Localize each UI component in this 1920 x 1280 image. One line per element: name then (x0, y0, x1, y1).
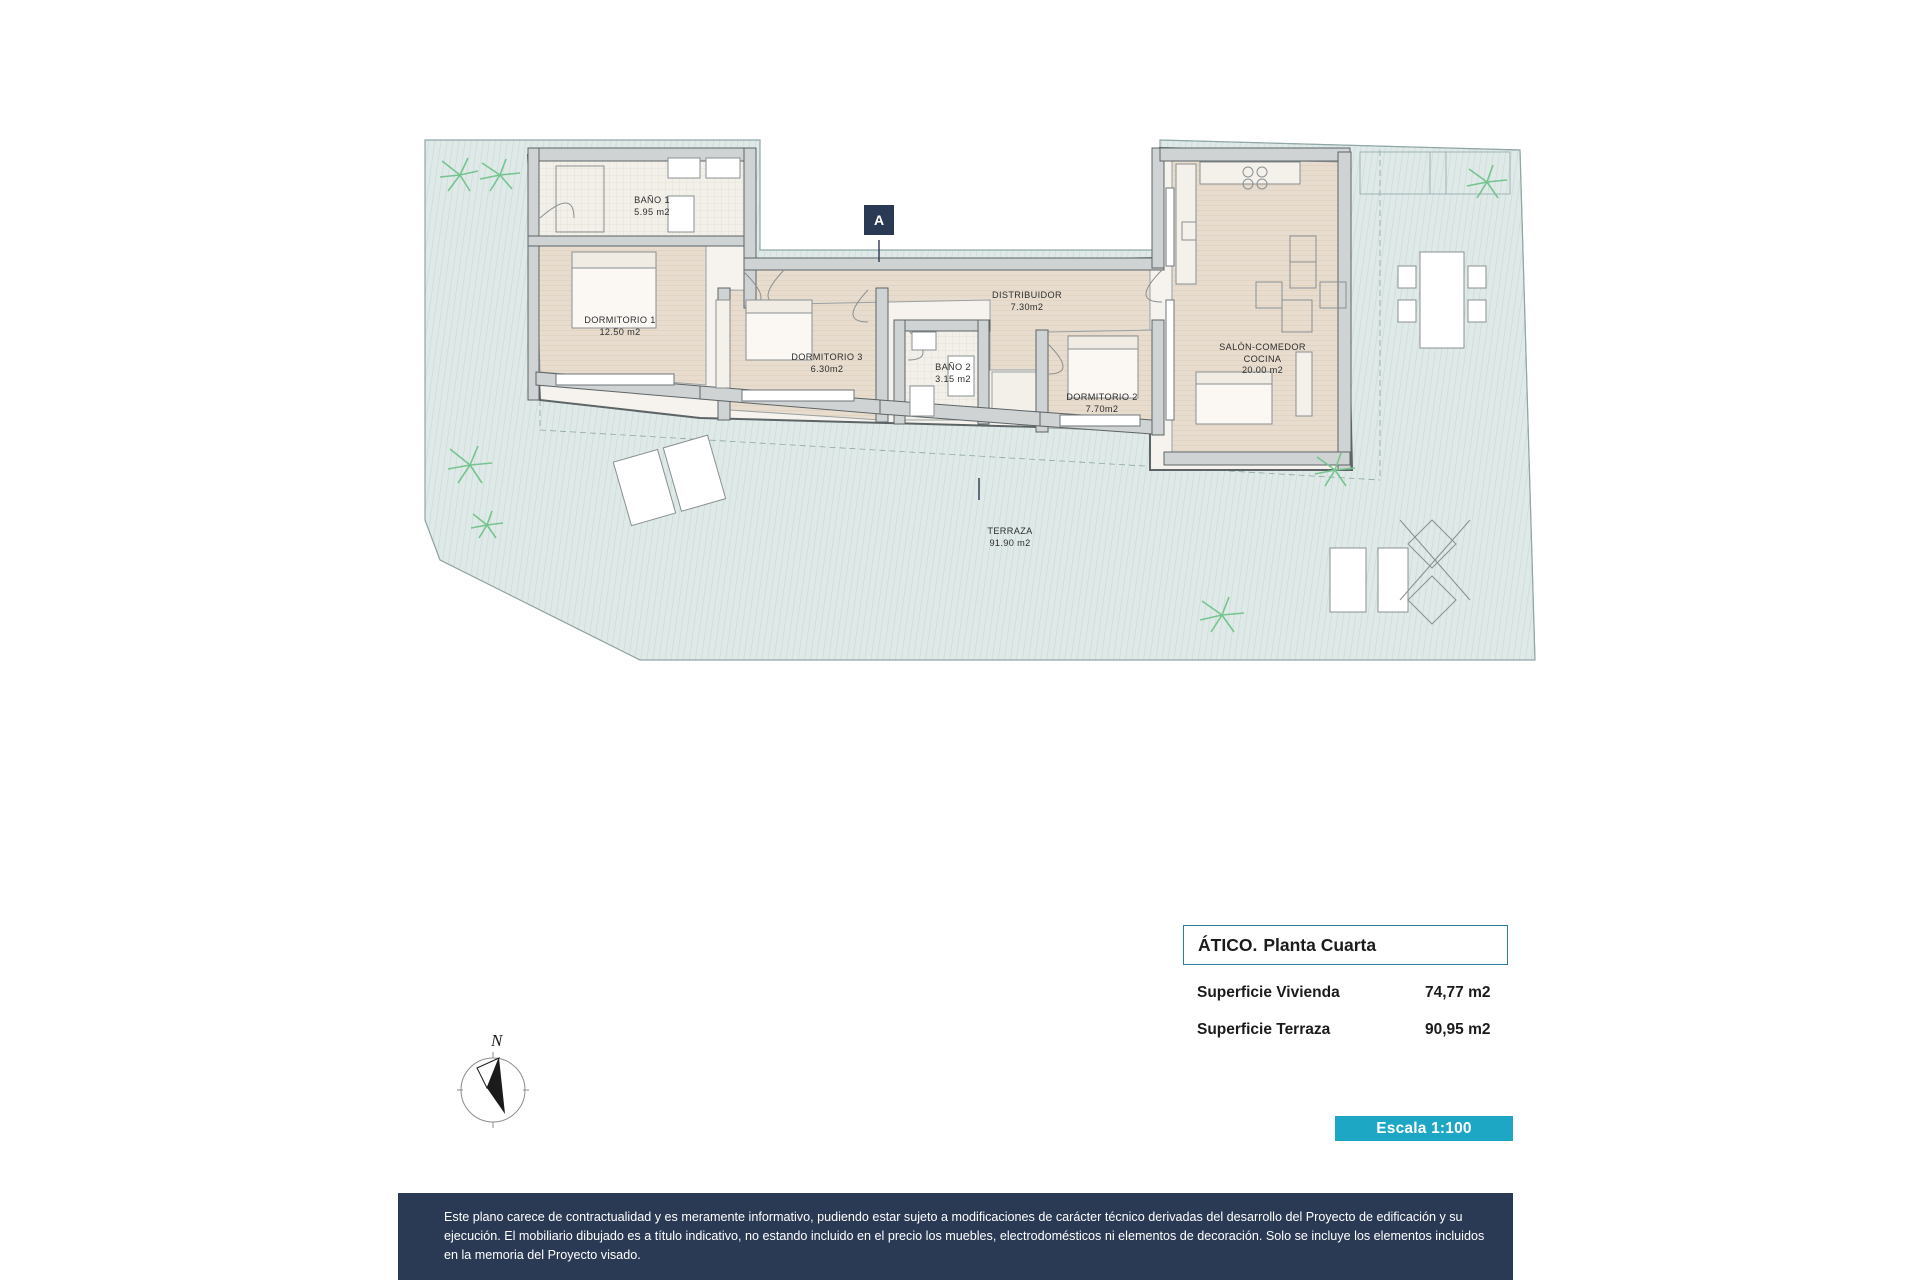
room-name-terraza: TERRAZA (987, 526, 1033, 536)
scale-label: Escala 1:100 (1376, 1119, 1472, 1137)
room-name-dormitorio1: DORMITORIO 1 (584, 315, 656, 325)
room-label-dormitorio2 (1042, 392, 1162, 415)
room-area-bano2: 3.15 m2 (935, 373, 971, 384)
disclaimer-text: Este plano carece de contractualidad y es meramente informativo, pudiendo estar sujeto a modificaciones de carácter técnico derivadas del desarrollo del Proyecto de edificación y su ejecución. El mobiliario dibujado es a título indicativo, no estando incluido en el precio los muebles, electrodomésticos ni elementos de decoración. Solo se incluye los elementos incluidos en la memoria del Proyecto visado. (444, 1210, 1485, 1262)
room-label-bano1 (602, 195, 702, 218)
room-area-bano1: 5.95 m2 (634, 206, 670, 217)
room-name-cocina: COCINA (1243, 353, 1282, 364)
north-compass-icon (447, 1028, 539, 1130)
room-area-distribuidor: 7.30m2 (1010, 301, 1044, 312)
room-area-terraza: 91.90 m2 (989, 537, 1031, 548)
legend-label-vivienda: Superficie Vivienda (1197, 984, 1340, 1001)
room-label-bano2 (903, 362, 1003, 385)
room-area-dormitorio3: 6.30m2 (810, 363, 844, 374)
room-name-bano1: BAÑO 1 (634, 195, 670, 205)
room-label-dormitorio1 (560, 315, 680, 338)
legend-value-vivienda: 74,77 m2 (1425, 984, 1491, 1001)
room-area-dormitorio2: 7.70m2 (1085, 403, 1119, 414)
room-label-salon-comedor-cocina (1195, 342, 1330, 377)
legend-block (1183, 925, 1513, 1039)
legend-row-vivienda (1183, 984, 1513, 1002)
room-name-bano2: BAÑO 2 (935, 362, 971, 372)
room-name-distribuidor: DISTRIBUIDOR (991, 290, 1063, 300)
legend-row-terraza (1183, 1021, 1513, 1039)
legend-title-rest: Planta Cuarta (1263, 934, 1377, 955)
room-label-distribuidor (962, 290, 1092, 313)
scale-badge (1335, 1116, 1513, 1141)
disclaimer-banner (398, 1193, 1513, 1280)
room-name-dormitorio3: DORMITORIO 3 (791, 352, 863, 362)
room-label-terraza (950, 526, 1070, 549)
room-name-salon: SALÓN-COMEDOR (1219, 342, 1306, 352)
room-area-dormitorio1: 12.50 m2 (599, 326, 641, 337)
legend-title (1183, 925, 1508, 965)
legend-label-terraza: Superficie Terraza (1197, 1021, 1331, 1038)
legend-title-bold: ÁTICO. (1198, 934, 1258, 955)
svg-text:N: N (491, 1031, 503, 1050)
room-area-salon: 20.00 m2 (1241, 365, 1284, 375)
section-marker-a (864, 205, 894, 235)
room-name-dormitorio2: DORMITORIO 2 (1066, 392, 1138, 402)
legend-value-terraza: 90,95 m2 (1425, 1021, 1491, 1038)
section-marker-label: A (873, 212, 885, 228)
room-label-dormitorio3 (767, 352, 887, 375)
